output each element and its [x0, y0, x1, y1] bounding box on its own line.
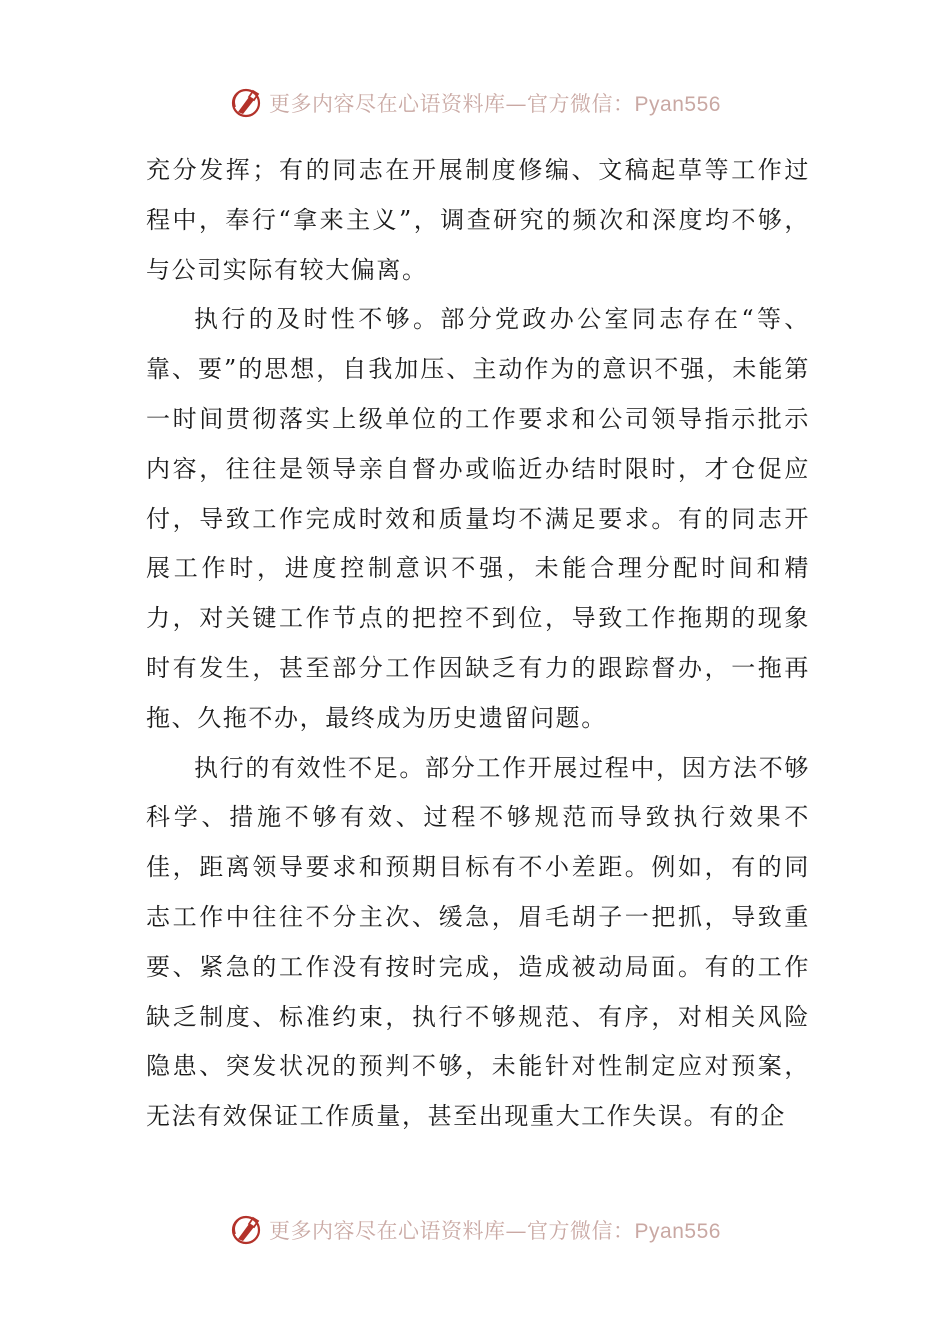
footer-wechat-id: Pyan556	[634, 1220, 721, 1243]
footer-banner-label: 更多内容尽在心语资料库—官方微信：	[269, 1219, 635, 1243]
header-banner-content	[229, 86, 721, 120]
header-banner-text	[269, 88, 721, 118]
paragraph-timeliness: 执行的及时性不够。部分党政办公室同志存在“等、靠、要”的思想，自我加压、主动作为的意识不强，未能第一时间贯彻落实上级单位的工作要求和公司领导指示批示内容，往往是领导亲自督办或临近办结时限时，才仓促应付，导致工作完成时效和质量均不满足要求。有的同志开展工作时，进度控制意识不强，未能合理分配时间和精力，对关键工作节点的把控不到位，导致工作拖期的现象时有发生，甚至部分工作因缺乏有力的跟踪督办，一拖再拖、久拖不办，最终成为历史遗留问题。	[146, 305, 810, 732]
header-banner	[0, 83, 950, 123]
header-wechat-id: Pyan556	[634, 93, 721, 116]
footer-banner-text	[269, 1215, 721, 1245]
footer-banner	[0, 1210, 950, 1250]
footer-banner-content	[229, 1213, 721, 1247]
pen-nib-logo-icon	[229, 1213, 263, 1247]
paragraph-effectiveness: 执行的有效性不足。部分工作开展过程中，因方法不够科学、措施不够有效、过程不够规范而导致执行效果不佳，距离领导要求和预期目标有不小差距。例如，有的同志工作中往往不分主次、缓急，眉毛胡子一把抓，导致重要、紧急的工作没有按时完成，造成被动局面。有的工作缺乏制度、标准约束，执行不够规范、有序，对相关风险隐患、突发状况的预判不够，未能针对性制定应对预案，无法有效保证工作质量，甚至出现重大工作失误。有的企	[146, 753, 810, 1131]
pen-nib-logo-icon	[229, 86, 263, 120]
paragraph-continued: 充分发挥；有的同志在开展制度修编、文稿起草等工作过程中，奉行“拿来主义”，调查研究的频次和深度均不够，与公司实际有较大偏离。	[146, 156, 810, 284]
document-body	[146, 146, 810, 1142]
header-banner-label: 更多内容尽在心语资料库—官方微信：	[269, 92, 635, 116]
